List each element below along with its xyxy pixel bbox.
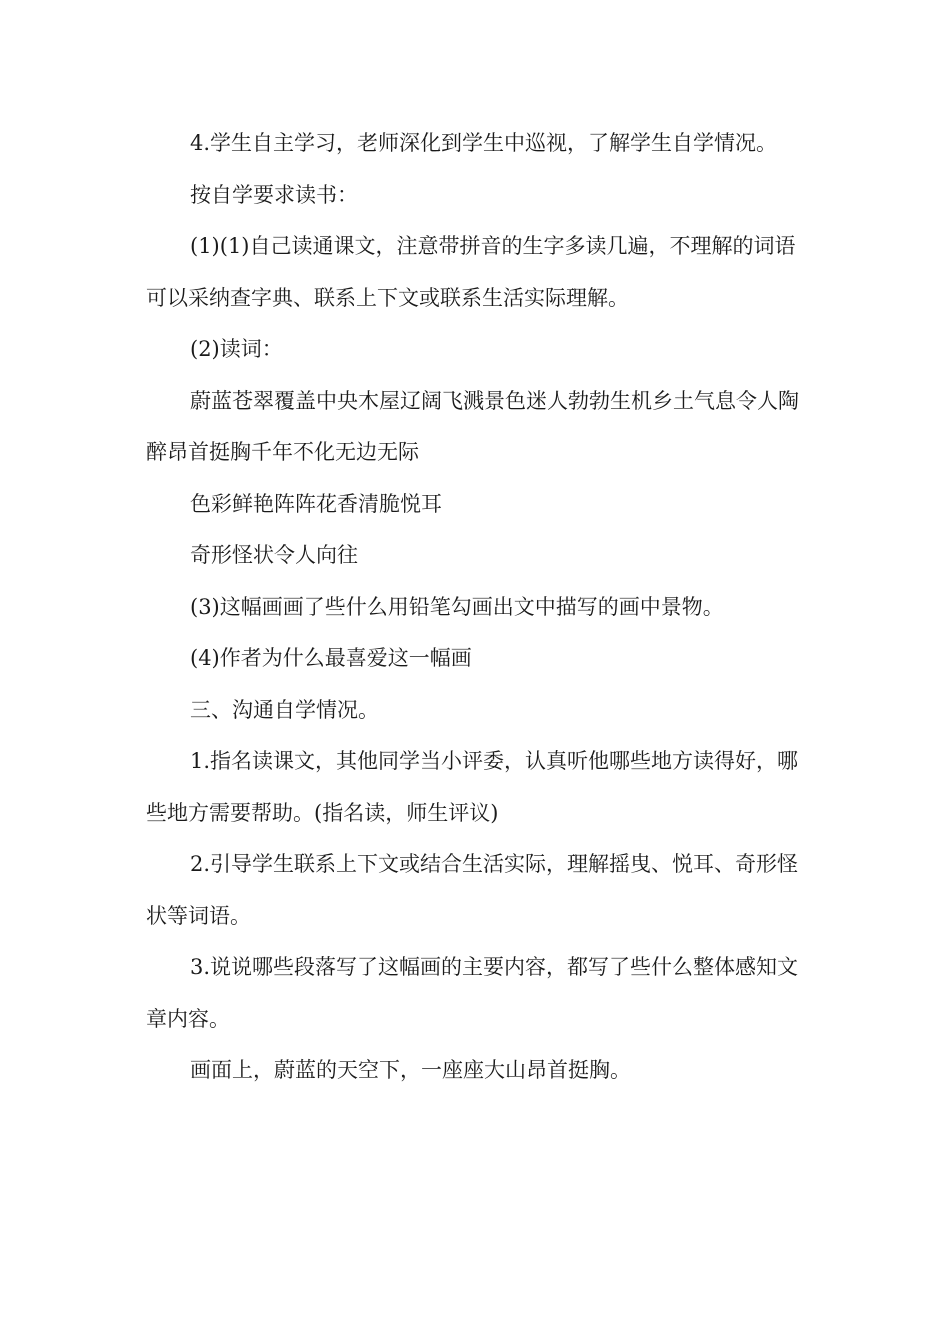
paragraph-step-4: (4)作者为什么最喜爱这一幅画 — [190, 646, 472, 670]
paragraph-vocabulary-1: 蔚蓝苍翠覆盖中央木屋辽阔飞溅景色迷人勃勃生机乡土气息令人陶醉昂首挺胸千年不化无边无际 — [146, 388, 799, 464]
paragraph-vocabulary-2: 色彩鲜艳阵阵花香清脆悦耳 — [190, 491, 442, 516]
paragraph-discussion-2: 2.引导学生联系上下文或结合生活实际，理解摇曳、悦耳、奇形怪状等词语。 — [146, 852, 799, 928]
paragraph-step-3: (3)这幅画画了些什么用铅笔勾画出文中描写的画中景物。 — [190, 594, 724, 619]
paragraph-picture-description: 画面上，蔚蓝的天空下，一座座大山昂首挺胸。 — [190, 1058, 631, 1082]
paragraph-vocabulary-3: 奇形怪状令人向往 — [190, 543, 358, 567]
paragraph-reading-requirements: 按自学要求读书： — [190, 182, 358, 207]
paragraph-self-study: 4.学生自主学习，老师深化到学生中巡视，了解学生自学情况。 — [190, 131, 778, 155]
paragraph-step-1: (1)(1)自己读通课文，注意带拼音的生字多读几遍，不理解的词语可以采纳查字典、联系上下文或联系生活实际理解。 — [146, 234, 796, 310]
paragraph-step-2: (2)读词： — [190, 337, 283, 361]
paragraph-discussion-3: 3.说说哪些段落写了这幅画的主要内容，都写了些什么整体感知文章内容。 — [146, 955, 799, 1031]
paragraph-discussion-1: 1.指名读课文，其他同学当小评委，认真听他哪些地方读得好，哪些地方需要帮助。(指名读，师生评议) — [146, 749, 799, 825]
section-heading-3: 三、沟通自学情况。 — [190, 697, 379, 722]
document-body — [146, 118, 806, 1097]
